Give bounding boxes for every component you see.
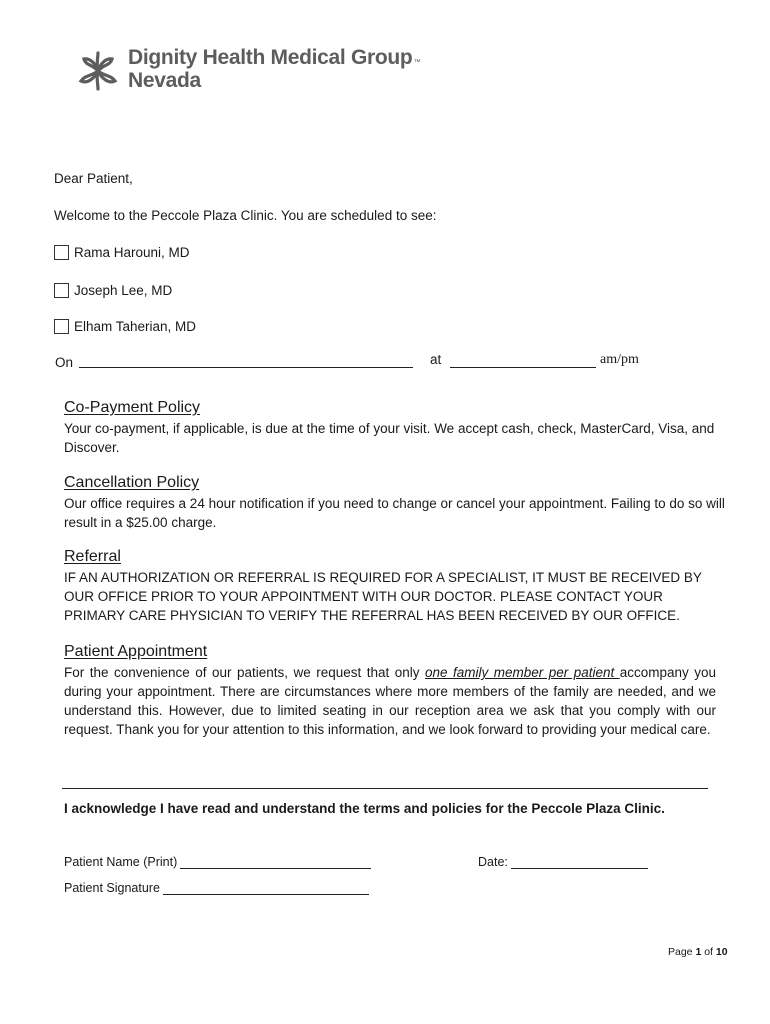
patient-signature-row	[64, 881, 369, 895]
doctor-checkbox[interactable]	[54, 245, 69, 260]
referral-body: IF AN AUTHORIZATION OR REFERRAL IS REQUIRED FOR A SPECIALIST, IT MUST BE RECEIVED BY OUR OFFICE PRIOR TO YOUR APPOINTMENT WITH OUR DOCTOR. PLEASE CONTACT YOUR PRIMARY CARE PHYSICIAN TO VERIFY THE REFERRAL HAS BEEN RECEIVED BY OUR OFFICE.	[64, 570, 702, 623]
dignity-health-logo	[76, 46, 436, 98]
appointment-time-field[interactable]	[450, 367, 596, 368]
greeting: Dear Patient,	[54, 171, 133, 186]
patient-signature-field[interactable]	[163, 882, 369, 895]
appointment-date-field[interactable]	[79, 367, 413, 368]
doctor-option	[54, 317, 196, 335]
patient-appointment-body: For the convenience of our patients, we request that only one family member per patient accompany you during your appointment. There are circumstances where more members of the family are needed, and we understand this. However, due to limited seating in our reception area we ask that you comply with our request. Thank you for your attention to this information, and we look forward to providing your medical care.	[64, 665, 716, 737]
welcome-text: Welcome to the Peccole Plaza Clinic. You are scheduled to see:	[54, 208, 437, 223]
copay-heading: Co-Payment Policy	[64, 399, 201, 416]
cancellation-body: Our office requires a 24 hour notification if you need to change or cancel your appointment. Failing to do so will result in a $25.00 charge.	[64, 496, 725, 530]
patient-appointment-section	[64, 642, 716, 739]
patient-name-field[interactable]	[180, 856, 371, 869]
dignity-health-logo-icon	[76, 50, 120, 92]
patient-appointment-heading: Patient Appointment	[64, 643, 208, 660]
family-member-emphasis: one family member per patient	[424, 665, 620, 680]
date-row	[478, 855, 648, 869]
doctor-option	[54, 281, 172, 299]
patient-signature-label: Patient Signature	[64, 881, 160, 895]
copay-body: Your co-payment, if applicable, is due at the time of your visit. We accept cash, check, MasterCard, Visa, and Discover.	[64, 421, 715, 455]
doctor-label: Joseph Lee, MD	[74, 282, 173, 298]
divider	[62, 788, 708, 789]
logo-title: Dignity Health Medical Group™	[128, 46, 421, 69]
date-label: Date:	[478, 855, 508, 869]
acknowledgement-text: I acknowledge I have read and understand the terms and policies for the Peccole Plaza Clinic.	[64, 801, 665, 816]
appointment-datetime-row	[55, 352, 675, 374]
doctor-option	[54, 243, 190, 261]
page-number: Page 1 of 10	[668, 946, 728, 958]
patient-name-row	[64, 855, 371, 869]
doctor-label: Elham Taherian, MD	[74, 318, 197, 334]
on-label: On	[55, 355, 74, 370]
cancellation-heading: Cancellation Policy	[64, 474, 200, 491]
at-label: at	[430, 352, 442, 367]
patient-name-label: Patient Name (Print)	[64, 855, 178, 869]
referral-section	[64, 547, 726, 625]
date-field[interactable]	[511, 856, 648, 869]
copay-section	[64, 398, 726, 457]
referral-heading: Referral	[64, 548, 121, 565]
logo-subtitle: Nevada	[128, 69, 201, 92]
doctor-checkbox[interactable]	[54, 283, 69, 298]
doctor-label: Rama Harouni, MD	[74, 244, 190, 260]
ampm-label: am/pm	[600, 352, 639, 367]
doctor-checkbox[interactable]	[54, 319, 69, 334]
cancellation-section	[64, 473, 726, 532]
